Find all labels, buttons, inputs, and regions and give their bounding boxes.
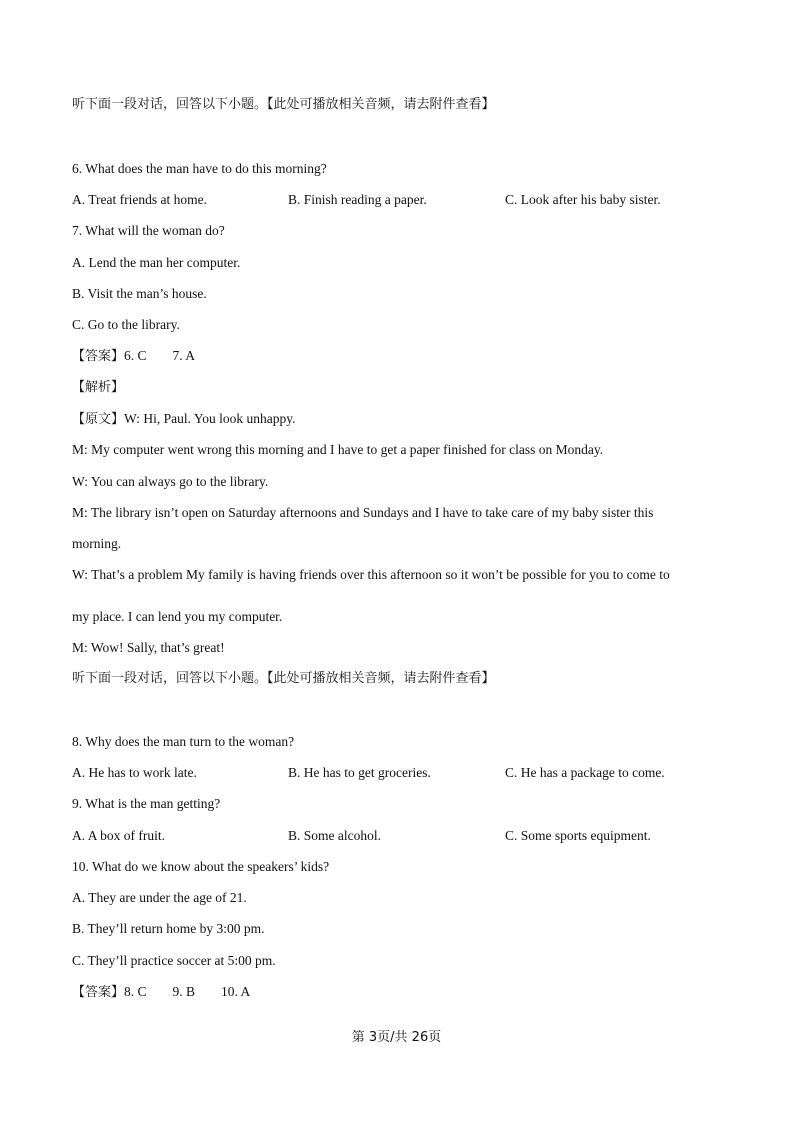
- q8-option-c: C. He has a package to come.: [505, 765, 665, 780]
- q9-option-a: A. A box of fruit.: [72, 828, 165, 843]
- question-6: 6. What does the man have to do this morning?: [72, 161, 327, 176]
- answer-label: 【答案】: [72, 349, 125, 364]
- q7-option-a: A. Lend the man her computer.: [72, 255, 241, 270]
- transcript-text-1: W: Hi, Paul. You look unhappy.: [124, 411, 296, 426]
- analysis-heading: [72, 378, 124, 397]
- transcript-line-5: morning.: [72, 536, 122, 551]
- answer-row-2: [72, 983, 250, 1002]
- q7-option-c: C. Go to the library.: [72, 317, 180, 332]
- page-footer: 第 3页/共 26页: [351, 1030, 442, 1045]
- transcript-line-3: W: You can always go to the library.: [72, 474, 269, 489]
- q9-option-c: C. Some sports equipment.: [505, 828, 651, 843]
- original-label: 【原文】: [72, 412, 125, 427]
- q10-option-c: C. They’ll practice soccer at 5:00 pm.: [72, 953, 276, 968]
- answer-6: 6. C: [124, 348, 147, 363]
- q9-option-b: B. Some alcohol.: [288, 828, 381, 843]
- analysis-label: 【解析】: [72, 380, 125, 395]
- q6-option-b: B. Finish reading a paper.: [288, 192, 427, 207]
- answer-10: 10. A: [221, 984, 251, 999]
- question-9: 9. What is the man getting?: [72, 796, 221, 811]
- answer-7: 7. A: [172, 348, 196, 363]
- q10-option-a: A. They are under the age of 21.: [72, 890, 247, 905]
- q8-option-a: A. He has to work late.: [72, 765, 197, 780]
- q7-option-b: B. Visit the man’s house.: [72, 286, 207, 301]
- answer-9: 9. B: [172, 984, 196, 999]
- question-8: 8. Why does the man turn to the woman?: [72, 734, 295, 749]
- q6-option-a: A. Treat friends at home.: [72, 192, 207, 207]
- q6-option-c: C. Look after his baby sister.: [505, 192, 661, 207]
- transcript-line-8: M: Wow! Sally, that’s great!: [72, 640, 225, 655]
- question-7: 7. What will the woman do?: [72, 223, 225, 238]
- section2-instruction: 听下面一段对话，回答以下小题。【此处可播放相关音频，请去附件查看】: [72, 671, 495, 686]
- transcript-line-6: W: That’s a problem My family is having friends over this afternoon so it won’t be possible for you to come to: [72, 567, 670, 582]
- transcript-line-1: [72, 410, 296, 429]
- q8-option-b: B. He has to get groceries.: [288, 765, 431, 780]
- section1-instruction: 听下面一段对话，回答以下小题。【此处可播放相关音频，请去附件查看】: [72, 97, 495, 112]
- question-10: 10. What do we know about the speakers’ kids?: [72, 859, 330, 874]
- transcript-line-2: M: My computer went wrong this morning and I have to get a paper finished for class on Monday.: [72, 442, 604, 457]
- answer-label-2: 【答案】: [72, 985, 125, 1000]
- answer-8: 8. C: [124, 984, 147, 999]
- transcript-line-4: M: The library isn’t open on Saturday afternoons and Sundays and I have to take care of my baby sister this: [72, 505, 654, 520]
- transcript-line-7: my place. I can lend you my computer.: [72, 609, 283, 624]
- q10-option-b: B. They’ll return home by 3:00 pm.: [72, 921, 265, 936]
- answer-row-1: [72, 347, 195, 366]
